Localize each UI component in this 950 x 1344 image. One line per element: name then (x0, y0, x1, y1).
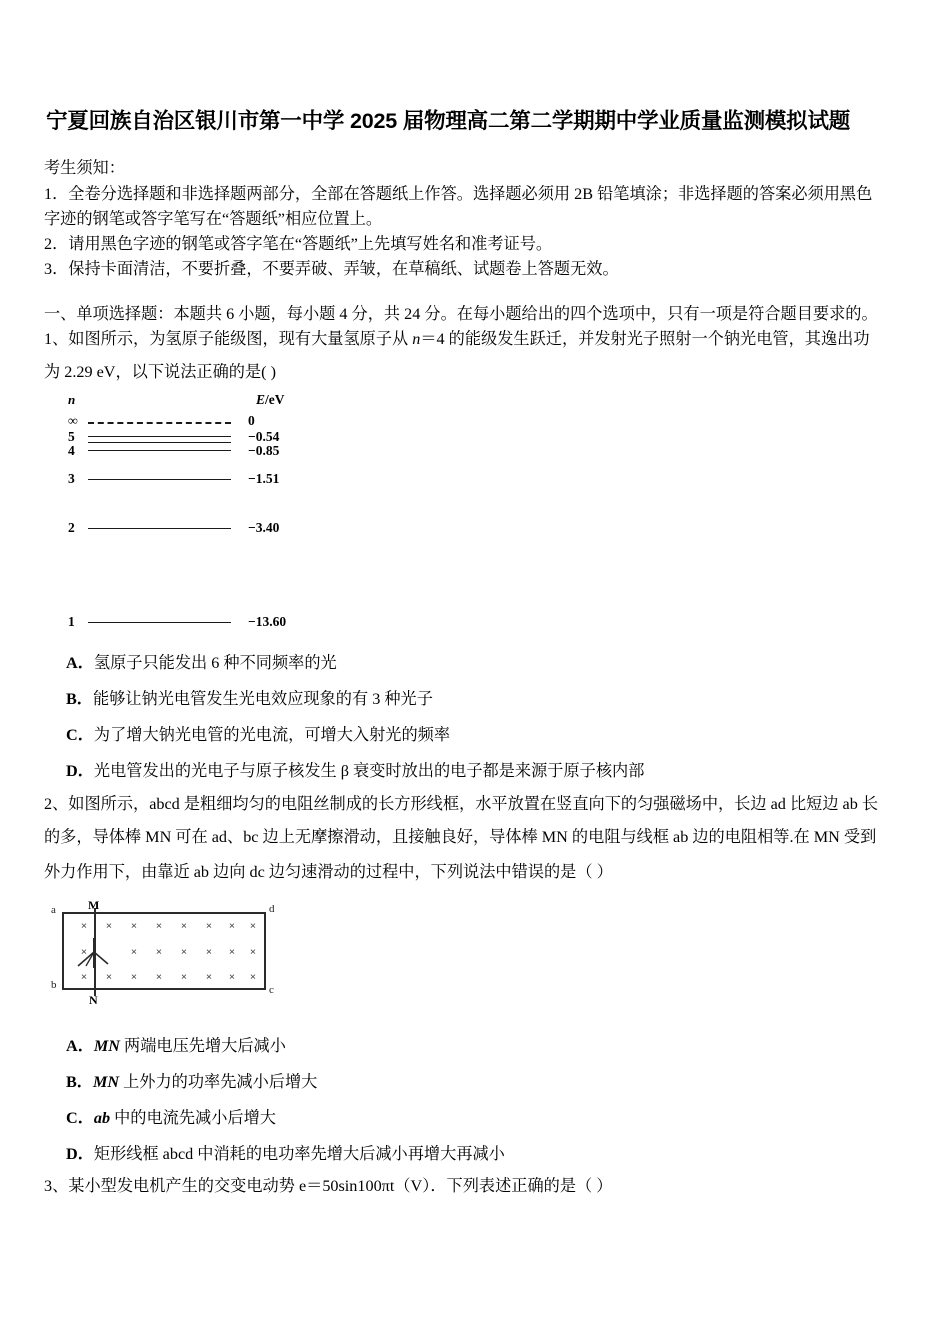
question-1-option-b (66, 691, 433, 708)
loop-corner-label-c: c (269, 984, 274, 996)
field-cross-icon: × (155, 970, 163, 983)
field-cross-icon: × (105, 970, 113, 983)
rod-label-n: N (89, 993, 98, 1007)
energy-level-value-5: −0.54 (248, 429, 280, 444)
question-1-stem-line-1 (44, 331, 870, 348)
option-c-italic: ab (93, 1109, 111, 1127)
field-cross-icon: × (105, 919, 113, 932)
option-a-italic: MN (93, 1037, 120, 1055)
energy-level-value-infinity: 0 (248, 413, 255, 428)
option-b-text: 上外力的功率先减小后增大 (119, 1073, 318, 1091)
option-b-text: 能够让钠光电管发生光电效应现象的有 3 种光子 (92, 690, 433, 708)
energy-diagram-e-header: E/eV (256, 392, 285, 407)
energy-level-line-3 (88, 479, 231, 480)
option-a-text: 两端电压先增大后减小 (119, 1037, 286, 1055)
page-title: 宁夏回族自治区银川市第一中学 2025 届物理高二第二学期期中学业质量监测模拟试题 (46, 109, 851, 133)
question-2-option-b (66, 1074, 317, 1091)
rod-motion-arrow-icon (72, 936, 116, 970)
notice-item-2: 2．请用黑色字迹的钢笔或答字笔在“答题纸”上先填写姓名和准考证号。 (44, 235, 553, 253)
option-d-letter: D． (66, 1145, 94, 1163)
field-cross-icon: × (155, 945, 163, 958)
field-cross-icon: × (180, 970, 188, 983)
notice-heading: 考生须知： (44, 159, 125, 177)
magnetic-field-loop-diagram (48, 900, 298, 1015)
field-cross-icon: × (80, 970, 88, 983)
option-d-letter: D． (66, 762, 94, 780)
q1-stem-part-1: 1、如图所示，为氢原子能级图，现有大量氢原子从 (44, 330, 413, 348)
field-cross-icon: × (228, 970, 236, 983)
energy-level-label-1: 1 (68, 614, 75, 629)
energy-level-label-3: 3 (68, 471, 75, 486)
field-cross-icon: × (249, 945, 257, 958)
q1-stem-italic-n: n (412, 330, 421, 348)
energy-level-line-4 (88, 450, 231, 451)
loop-corner-label-d: d (269, 903, 275, 915)
question-2-stem-line-2: 的多，导体棒 MN 可在 ad、bc 边上无摩擦滑动，且接触良好，导体棒 MN 的电阻与线框 ab 边的电阻相等.在 MN 受到 (44, 828, 877, 846)
notice-item-3: 3．保持卡面清洁，不要折叠，不要弄破、弄皱，在草稿纸、试题卷上答题无效。 (44, 260, 619, 278)
option-a-text: 氢原子只能发出 6 种不同频率的光 (93, 654, 337, 672)
energy-level-value-1: −13.60 (248, 614, 287, 629)
option-b-italic: MN (92, 1073, 120, 1091)
field-cross-icon: × (205, 945, 213, 958)
field-cross-icon: × (155, 919, 163, 932)
energy-level-line-6 (88, 442, 231, 443)
q1-stem-part-2: ＝4 的能级发生跃迁，并发射光子照射一个钠光电管，其逸出功 (420, 330, 870, 348)
question-1-option-c (66, 727, 450, 744)
option-c-letter: C． (66, 726, 94, 744)
option-c-text: 中的电流先减小后增大 (110, 1109, 276, 1127)
field-cross-icon: × (130, 919, 138, 932)
question-1-option-a (66, 655, 337, 672)
notice-item-1-line-1: 1．全卷分选择题和非选择题两部分，全部在答题纸上作答。选择题必须用 2B 铅笔填涂；非选择题的答案必须用黑色 (44, 185, 873, 203)
question-2-stem-line-3: 外力作用下，由靠近 ab 边向 dc 边匀速滑动的过程中，下列说法中错误的是（ ） (44, 863, 613, 881)
field-cross-icon: × (180, 919, 188, 932)
question-1-option-d (66, 763, 644, 780)
option-a-letter: A． (66, 654, 94, 672)
field-cross-icon: × (249, 970, 257, 983)
field-cross-icon: × (130, 970, 138, 983)
energy-level-value-3: −1.51 (248, 471, 280, 486)
option-b-letter: B． (66, 690, 93, 708)
energy-level-diagram (60, 392, 360, 632)
energy-level-line-infinity (88, 422, 231, 424)
question-2-option-a (66, 1038, 286, 1055)
option-d-text: 矩形线框 abcd 中消耗的电功率先增大后减小再增大再减小 (93, 1145, 505, 1163)
energy-level-label-4: 4 (68, 443, 75, 458)
option-a-letter: A． (66, 1037, 94, 1055)
question-1-stem-line-2: 为 2.29 eV，以下说法正确的是( ) (44, 363, 276, 381)
field-cross-icon: × (205, 919, 213, 932)
section-heading: 一、单项选择题：本题共 6 小题，每小题 4 分，共 24 分。在每小题给出的四个选项中，只有一项是符合题目要求的。 (44, 305, 878, 323)
energy-level-value-2: −3.40 (248, 520, 280, 535)
energy-level-line-1 (88, 622, 231, 623)
field-cross-icon: × (249, 919, 257, 932)
energy-level-line-2 (88, 528, 231, 529)
loop-corner-label-a: a (51, 904, 56, 916)
question-2-option-d (66, 1146, 505, 1163)
field-cross-icon: × (130, 945, 138, 958)
question-2-stem-line-1: 2、如图所示，abcd 是粗细均匀的电阻丝制成的长方形线框，水平放置在竖直向下的匀强磁场中，长边 ad 比短边 ab 长 (44, 795, 879, 813)
field-cross-icon: × (80, 919, 88, 932)
energy-level-label-2: 2 (68, 520, 75, 535)
rod-label-m: M (88, 898, 100, 912)
field-cross-icon: × (80, 945, 88, 958)
option-d-text: 光电管发出的光电子与原子核发生 β 衰变时放出的电子都是来源于原子核内部 (93, 762, 645, 780)
question-2-option-c (66, 1110, 276, 1127)
option-b-letter: B． (66, 1073, 93, 1091)
field-cross-icon: × (228, 945, 236, 958)
question-3-stem: 3、某小型发电机产生的交变电动势 e＝50sin100πt（V）．下列表述正确的是（ ） (44, 1177, 613, 1195)
loop-corner-label-b: b (51, 979, 57, 991)
option-c-text: 为了增大钠光电管的光电流，可增大入射光的频率 (93, 726, 451, 744)
energy-level-line-5 (88, 436, 231, 437)
field-cross-icon: × (180, 945, 188, 958)
option-c-letter: C． (66, 1109, 94, 1127)
energy-level-label-infinity: ∞ (68, 413, 78, 428)
energy-level-label-5: 5 (68, 429, 75, 444)
field-cross-icon: × (228, 919, 236, 932)
energy-level-value-4: −0.85 (248, 443, 280, 458)
field-cross-icon: × (205, 970, 213, 983)
energy-diagram-n-header: n (68, 392, 76, 407)
notice-item-1-line-2: 字迹的钢笔或答字笔写在“答题纸”相应位置上。 (44, 210, 383, 228)
